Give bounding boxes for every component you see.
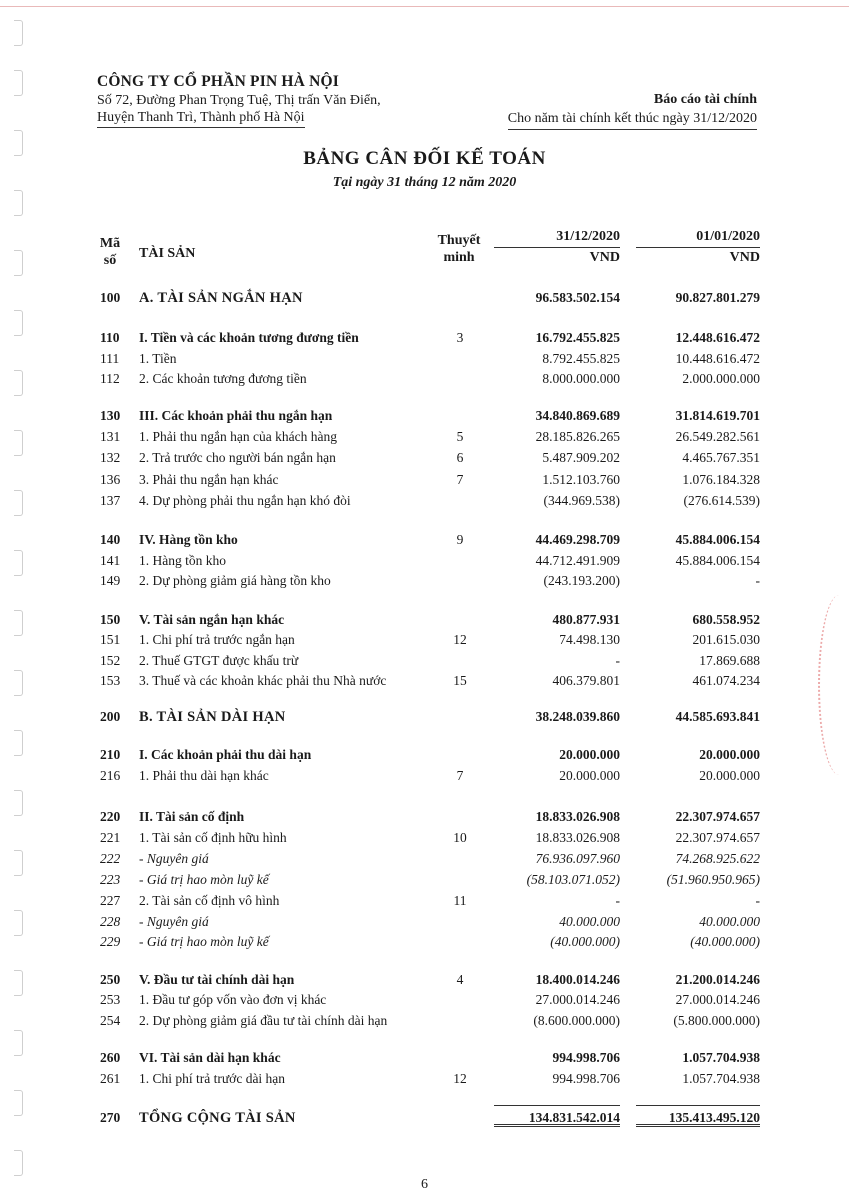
row-value-current: 74.498.130 [559,632,620,647]
table-row [0,766,849,786]
row-note: 5 [456,429,464,444]
row-value-prior: 27.000.014.246 [675,992,760,1007]
row-note: 9 [456,532,464,547]
row-value-prior: 22.307.974.657 [675,830,760,845]
table-row [0,630,849,650]
header-code-line1: Mã [99,236,121,251]
row-value-prior: 12.448.616.472 [675,330,760,345]
row-code: 253 [100,992,121,1007]
row-label: 1. Phải thu dài hạn khác [139,768,269,783]
row-value-prior: 17.869.688 [699,653,760,668]
row-code: 131 [100,429,121,444]
row-code: 136 [100,472,121,487]
report-period: Cho năm tài chính kết thúc ngày 31/12/2020 [508,109,757,130]
row-label: 1. Chi phí trả trước dài hạn [139,1071,286,1086]
row-code: 153 [100,673,121,688]
total-top-rule-current [494,1105,620,1106]
row-label: 2. Thuế GTGT được khấu trừ [139,653,299,668]
row-code: 220 [100,809,121,824]
row-value-prior: - [755,893,760,908]
table-row [0,369,849,389]
row-label: I. Tiền và các khoản tương đương tiền [139,330,359,345]
row-label: 1. Đầu tư góp vốn vào đơn vị khác [139,992,327,1007]
row-code: 216 [100,768,121,783]
row-value-prior: 1.076.184.328 [682,472,760,487]
header-note [425,232,493,266]
row-value-prior: 44.585.693.841 [675,709,760,724]
row-label: 2. Tài sản cố định vô hình [139,893,280,908]
row-value-current: (40.000.000) [550,934,620,949]
row-code: 111 [100,351,120,366]
total-bottom-rule-current [494,1124,620,1127]
row-label: 2. Trả trước cho người bán ngắn hạn [139,450,336,465]
row-note: 7 [456,768,464,783]
row-value-current: 44.712.491.909 [535,553,620,568]
row-label: 3. Phải thu ngắn hạn khác [139,472,279,487]
row-code: 110 [100,330,120,345]
row-value-current: 480.877.931 [552,612,620,627]
row-value-current: 38.248.039.860 [535,709,620,724]
row-value-current: (58.103.071.052) [526,872,620,887]
table-row [0,970,849,990]
row-value-current: 8.792.455.825 [542,351,620,366]
row-value-prior: 1.057.704.938 [682,1071,760,1086]
header-unit-current: VND [589,250,620,265]
row-note: 10 [453,830,467,845]
row-note: 11 [453,893,467,908]
row-code: 137 [100,493,121,508]
row-value-prior: 40.000.000 [699,914,760,929]
table-row [0,870,849,890]
row-value-current: 40.000.000 [559,914,620,929]
row-value-current: 5.487.909.202 [542,450,620,465]
table-row [0,707,849,727]
row-note: 6 [456,450,464,465]
table-row [0,427,849,447]
header-assets: TÀI SẢN [139,246,196,261]
row-label: - Nguyên giá [139,851,209,866]
header-code-line2: số [103,253,117,268]
row-label: TỔNG CỘNG TÀI SẢN [139,1110,296,1126]
report-type: Báo cáo tài chính [653,92,757,107]
row-note: 12 [453,1071,467,1086]
row-value-prior: 31.814.619.701 [675,408,760,423]
row-value-prior: 90.827.801.279 [675,290,760,305]
row-value-prior: 21.200.014.246 [675,972,760,987]
row-code: 112 [100,371,120,386]
company-header [97,73,381,128]
row-code: 130 [100,408,121,423]
row-label: - Nguyên giá [139,914,209,929]
table-row [0,807,849,827]
header-note-line2: minh [443,250,475,265]
row-value-prior: 22.307.974.657 [675,809,760,824]
row-code: 223 [100,872,121,887]
table-row [0,828,849,848]
row-value-prior: 45.884.006.154 [675,553,760,568]
row-label: V. Đầu tư tài chính dài hạn [139,972,295,987]
table-row [0,912,849,932]
row-label: IV. Hàng tồn kho [139,532,238,547]
row-note: 7 [456,472,464,487]
row-label: 1. Chi phí trả trước ngắn hạn [139,632,295,647]
row-code: 140 [100,532,121,547]
row-value-current: 134.831.542.014 [528,1110,620,1125]
row-code: 254 [100,1013,121,1028]
row-value-current: 44.469.298.709 [535,532,620,547]
row-value-current: 96.583.502.154 [535,290,620,305]
row-note: 12 [453,632,467,647]
table-row [0,849,849,869]
row-code: 152 [100,653,121,668]
row-value-prior: 461.074.234 [692,673,760,688]
table-row [0,406,849,426]
row-label: I. Các khoản phải thu dài hạn [139,747,312,762]
row-label: 4. Dự phòng phải thu ngắn hạn khó đòi [139,493,351,508]
row-value-prior: 20.000.000 [699,747,760,762]
header-date-prior: 01/01/2020 [636,228,760,248]
table-row [0,328,849,348]
row-value-prior: (5.800.000.000) [673,1013,760,1028]
row-value-prior: 4.465.767.351 [682,450,760,465]
row-code: 149 [100,573,121,588]
row-value-current: 406.379.801 [552,673,620,688]
row-value-current: 20.000.000 [559,768,620,783]
row-label: 1. Phải thu ngắn hạn của khách hàng [139,429,337,444]
header-note-line1: Thuyết [437,233,481,248]
row-value-prior: 2.000.000.000 [682,371,760,386]
row-label: 1. Tài sản cố định hữu hình [139,830,287,845]
row-value-prior: 26.549.282.561 [675,429,760,444]
row-value-current: (344.969.538) [543,493,620,508]
table-row [0,288,849,308]
row-value-current: 1.512.103.760 [542,472,620,487]
row-value-prior: 74.268.925.622 [675,851,760,866]
table-row [0,671,849,691]
row-code: 261 [100,1071,121,1086]
row-code: 260 [100,1050,121,1065]
row-code: 250 [100,972,121,987]
table-row [0,891,849,911]
table-row [0,1069,849,1089]
report-header [508,90,757,130]
row-value-current: 34.840.869.689 [535,408,620,423]
row-value-prior: 135.413.495.120 [668,1110,760,1125]
row-code: 221 [100,830,121,845]
table-row [0,349,849,369]
table-row [0,745,849,765]
top-edge-line [0,6,849,7]
row-label: V. Tài sản ngắn hạn khác [139,612,285,627]
row-value-prior: 45.884.006.154 [675,532,760,547]
row-value-current: 18.833.026.908 [535,809,620,824]
row-value-current: - [615,893,620,908]
date-subtitle: Tại ngày 31 tháng 12 năm 2020 [332,175,517,190]
row-code: 229 [100,934,121,949]
row-code: 100 [100,290,121,305]
header-date-current: 31/12/2020 [494,228,620,248]
company-address-line2: Huyện Thanh Trì, Thành phố Hà Nội [97,109,305,128]
page-title: BẢNG CÂN ĐỐI KẾ TOÁN [303,148,546,169]
header-code [96,235,124,269]
row-code: 150 [100,612,121,627]
row-value-current: 18.400.014.246 [535,972,620,987]
row-label: II. Tài sản cố định [139,809,245,824]
row-note: 4 [456,972,464,987]
row-value-current: 18.833.026.908 [535,830,620,845]
row-code: 222 [100,851,121,866]
row-label: 1. Tiền [139,351,177,366]
row-label: 2. Các khoản tương đương tiền [139,371,307,386]
row-value-prior: 10.448.616.472 [675,351,760,366]
row-value-current: 27.000.014.246 [535,992,620,1007]
row-label: VI. Tài sản dài hạn khác [139,1050,281,1065]
table-row [0,1048,849,1068]
table-row [0,491,849,511]
table-row [0,932,849,952]
row-code: 228 [100,914,121,929]
row-value-prior: 20.000.000 [699,768,760,783]
table-row [0,610,849,630]
row-value-current: 28.185.826.265 [535,429,620,444]
row-value-prior: 1.057.704.938 [682,1050,760,1065]
row-code: 210 [100,747,121,762]
table-row [0,448,849,468]
table-row [0,551,849,571]
row-value-current: 994.998.706 [552,1050,620,1065]
row-value-current: 16.792.455.825 [535,330,620,345]
table-row [0,1011,849,1031]
row-value-current: - [615,653,620,668]
row-note: 3 [456,330,464,345]
page-number: 6 [421,1177,428,1192]
row-code: 270 [100,1110,121,1125]
row-value-prior: 201.615.030 [692,632,760,647]
row-code: 151 [100,632,121,647]
row-code: 227 [100,893,121,908]
row-value-current: (8.600.000.000) [533,1013,620,1028]
row-label: III. Các khoản phải thu ngắn hạn [139,408,333,423]
row-value-current: 8.000.000.000 [542,371,620,386]
company-name: CÔNG TY CỔ PHẦN PIN HÀ NỘI [97,73,340,90]
row-label: A. TÀI SẢN NGẮN HẠN [139,290,303,306]
table-row [0,571,849,591]
row-note: 15 [453,673,467,688]
row-value-prior: (276.614.539) [683,493,760,508]
total-top-rule-prior [636,1105,760,1106]
row-label: 1. Hàng tồn kho [139,553,226,568]
row-value-prior: 680.558.952 [692,612,760,627]
row-value-current: 20.000.000 [559,747,620,762]
table-row [0,470,849,490]
row-label: 2. Dự phòng giảm giá đầu tư tài chính dài hạn [139,1013,388,1028]
row-label: B. TÀI SẢN DÀI HẠN [139,709,286,725]
row-label: 3. Thuế và các khoản khác phải thu Nhà nước [139,673,387,688]
row-value-current: 76.936.097.960 [535,851,620,866]
row-code: 132 [100,450,121,465]
row-label: - Giá trị hao mòn luỹ kế [139,934,269,949]
row-code: 200 [100,709,121,724]
row-value-prior: - [755,573,760,588]
total-bottom-rule-prior [636,1124,760,1127]
row-code: 141 [100,553,121,568]
row-label: - Giá trị hao mòn luỹ kế [139,872,269,887]
company-address-line1: Số 72, Đường Phan Trọng Tuệ, Thị trấn Văn Điển, [97,93,381,108]
row-value-current: 994.998.706 [552,1071,620,1086]
row-value-prior: (40.000.000) [690,934,760,949]
table-row [0,651,849,671]
table-row [0,530,849,550]
header-unit-prior: VND [729,250,760,265]
row-value-current: (243.193.200) [543,573,620,588]
row-value-prior: (51.960.950.965) [666,872,760,887]
row-label: 2. Dự phòng giảm giá hàng tồn kho [139,573,331,588]
table-row [0,990,849,1010]
